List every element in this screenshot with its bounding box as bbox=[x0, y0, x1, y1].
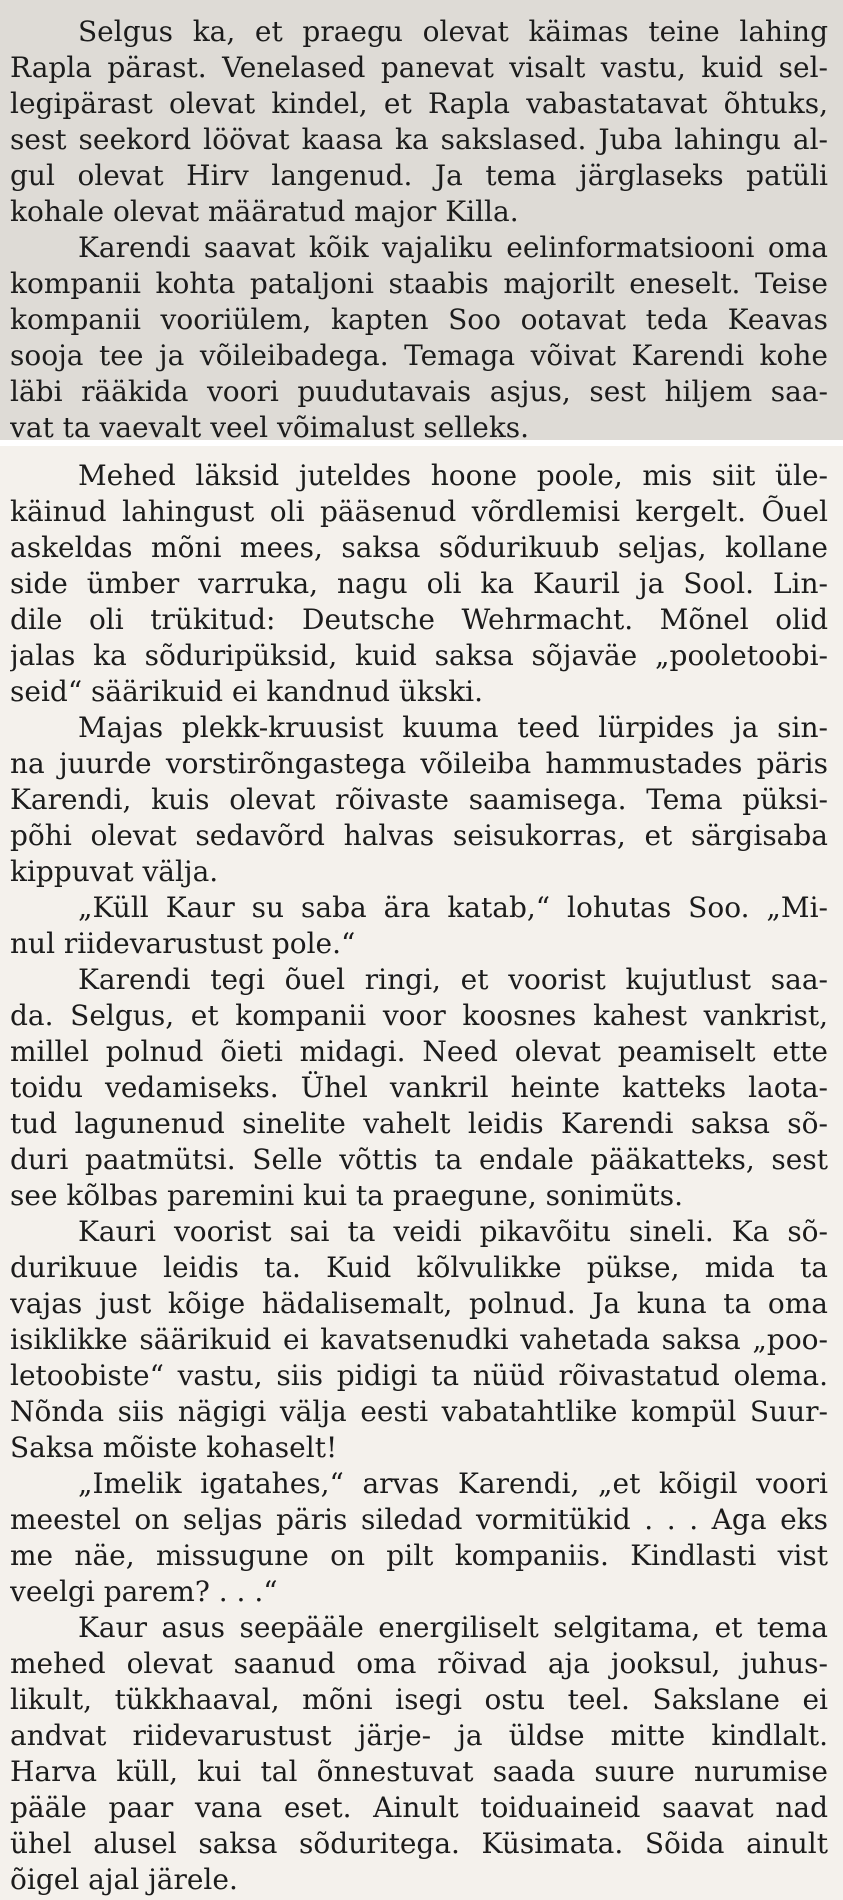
text-line: Karendi saavat kõik vajaliku eelinformatsiooni oma bbox=[78, 231, 828, 264]
text-line: kompanii kohta pataljoni staabis majorilt eneselt. Teise bbox=[10, 267, 828, 300]
text-column bbox=[10, 458, 828, 1898]
text-line: see kõlbas paremini kui ta praegune, sonimüts. bbox=[10, 1179, 683, 1212]
text-line: vat ta vaevalt veel võimalust selleks. bbox=[10, 411, 530, 440]
text-line: Saksa mõiste kohaselt! bbox=[10, 1431, 338, 1464]
text-line: ühel alusel saksa sõduritega. Küsimata. Sõida ainult bbox=[10, 1827, 828, 1860]
text-line: isiklikke säärikuid ei kavatsenudki vahetada saksa „poo- bbox=[10, 1323, 828, 1356]
text-line: tud lagunenud sinelite vahelt leidis Karendi saksa sõ- bbox=[10, 1107, 828, 1140]
text-line: Nõnda siis nägigi välja eesti vabatahtlike kompül Suur- bbox=[10, 1395, 828, 1428]
text-line: letoobiste“ vastu, siis pidigi ta nüüd rõivastatud olema. bbox=[10, 1359, 828, 1392]
text-line: andvat riidevarustust järje- ja üldse mitte kindlalt. bbox=[10, 1719, 828, 1752]
text-line: „Imelik igatahes,“ arvas Karendi, „et kõigil voori bbox=[78, 1467, 828, 1500]
text-line: kompanii vooriülem, kapten Soo ootavat teda Keavas bbox=[10, 303, 828, 336]
text-line: nul riidevarustust pole.“ bbox=[10, 927, 356, 960]
text-line: veelgi parem? . . .“ bbox=[10, 1575, 278, 1608]
text-line: läbi rääkida voori puudutavais asjus, sest hiljem saa- bbox=[10, 375, 828, 408]
text-line: Selgus ka, et praegu olevat käimas teine lahing bbox=[78, 15, 828, 48]
text-line: durikuue leidis ta. Kuid kõlvulikke pükse, mida ta bbox=[10, 1251, 828, 1284]
text-line: Kaur asus seepääle energiliselt selgitama, et tema bbox=[78, 1611, 828, 1644]
text-line: õigel ajal järele. bbox=[10, 1863, 238, 1896]
text-line: millel polnud õieti midagi. Need olevat peamiselt ette bbox=[10, 1035, 828, 1068]
text-line: askeldas mõni mees, saksa sõdurikuub seljas, kollane bbox=[10, 531, 828, 564]
text-line: duri paatmütsi. Selle võttis ta endale pääkatteks, sest bbox=[10, 1143, 828, 1176]
text-line: sooja tee ja võileibadega. Temaga võivat Karendi kohe bbox=[10, 339, 828, 372]
text-line: dile oli trükitud: Deutsche Wehrmacht. Mõnel olid bbox=[10, 603, 828, 636]
text-line: kippuvat välja. bbox=[10, 855, 219, 888]
text-line: legipärast olevat kindel, et Rapla vabastatavat õhtuks, bbox=[10, 87, 828, 120]
text-line: jalas ka sõduripüksid, kuid saksa sõjaväe „pooletoobi- bbox=[10, 639, 828, 672]
text-line: likult, tükkhaaval, mõni isegi ostu teel. Sakslane ei bbox=[10, 1683, 828, 1716]
page-clipping-bottom bbox=[0, 446, 843, 1900]
text-line: Mehed läksid juteldes hoone poole, mis siit üle- bbox=[78, 459, 828, 492]
text-line: toidu vedamiseks. Ühel vankril heinte katteks laota- bbox=[10, 1071, 828, 1104]
text-line: käinud lahingust oli pääsenud võrdlemisi kergelt. Õuel bbox=[10, 495, 828, 528]
text-line: da. Selgus, et kompanii voor koosnes kahest vankrist, bbox=[10, 999, 828, 1032]
text-line: mehed olevat saanud oma rõivad aja jooksul, juhus- bbox=[10, 1647, 828, 1680]
text-line: „Küll Kaur su saba ära katab,“ lohutas Soo. „Mi- bbox=[78, 891, 828, 924]
page-clipping-top bbox=[0, 0, 843, 440]
text-line: seid“ säärikuid ei kandnud ükski. bbox=[10, 675, 484, 708]
text-line: gul olevat Hirv langenud. Ja tema järglaseks patüli bbox=[10, 159, 828, 192]
text-line: Harva küll, kui tal õnnestuvat saada suure nurumise bbox=[10, 1755, 828, 1788]
text-line: me näe, missugune on pilt kompaniis. Kindlasti vist bbox=[10, 1539, 828, 1572]
text-line: na juurde vorstirõngastega võileiba hammustades päris bbox=[10, 747, 828, 780]
text-column bbox=[10, 14, 828, 440]
text-line: vajas just kõige hädalisemalt, polnud. Ja kuna ta oma bbox=[10, 1287, 828, 1320]
text-line: Karendi tegi õuel ringi, et voorist kujutlust saa- bbox=[78, 963, 828, 996]
text-line: kohale olevat määratud major Killa. bbox=[10, 195, 519, 228]
text-line: pääle paar vana eset. Ainult toiduaineid saavat nad bbox=[10, 1791, 828, 1824]
text-line: Majas plekk-kruusist kuuma teed lürpides ja sin- bbox=[78, 711, 828, 744]
text-line: Rapla pärast. Venelased panevat visalt vastu, kuid sel- bbox=[10, 51, 828, 84]
text-line: Kauri voorist sai ta veidi pikavõitu sineli. Ka sõ- bbox=[78, 1215, 828, 1248]
text-line: Karendi, kuis olevat rõivaste saamisega. Tema püksi- bbox=[10, 783, 828, 816]
text-line: meestel on seljas päris siledad vormitükid . . . Aga eks bbox=[10, 1503, 828, 1536]
text-line: sest seekord löövat kaasa ka sakslased. Juba lahingu al- bbox=[10, 123, 828, 156]
text-line: põhi olevat sedavõrd halvas seisukorras, et särgisaba bbox=[10, 819, 828, 852]
text-line: side ümber varruka, nagu oli ka Kauril ja Sool. Lin- bbox=[10, 567, 828, 600]
